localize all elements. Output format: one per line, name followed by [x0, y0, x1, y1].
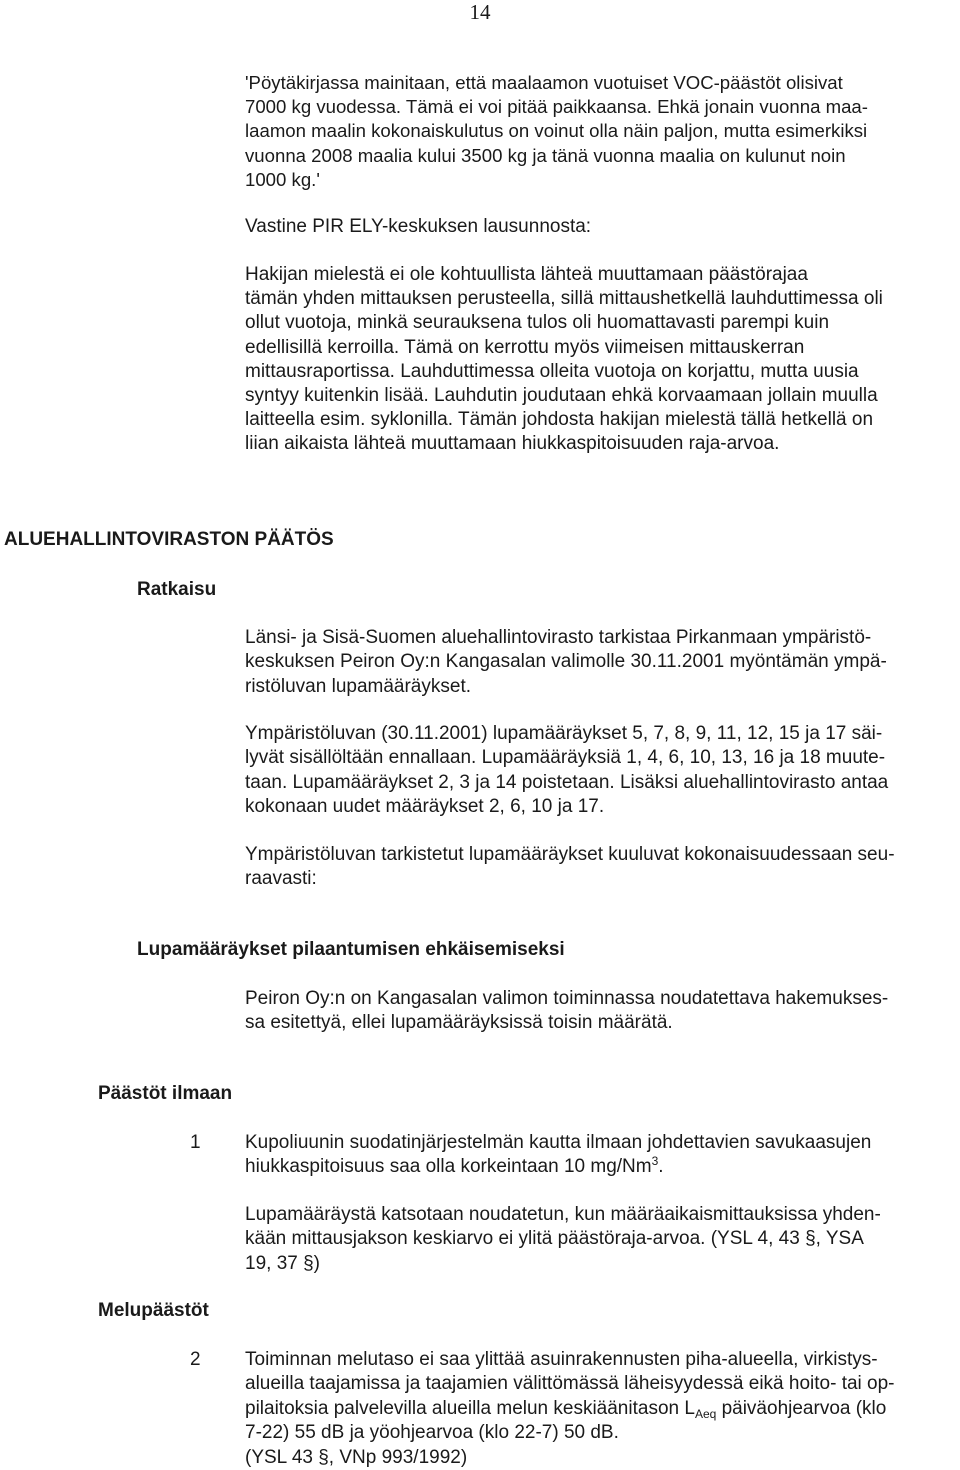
quote-line: 'Pöytäkirjassa mainitaan, että maalaamon vuotuiset VOC-päästöt olisivat [245, 72, 843, 93]
quote-line: 7000 kg vuodessa. Tämä ei voi pitää paikkaansa. Ehkä jonain vuonna maa- [245, 96, 868, 118]
quote-line: vuonna 2008 maalia kului 3500 kg ja tänä vuonna maalia on kulunut noin [245, 144, 846, 166]
ratkaisu-paragraph-2 [245, 722, 957, 820]
response-line: ollut vuotoja, minkä seurauksena tulos oli huomattavasti parempi kuin [245, 312, 830, 334]
pilaantuminen-paragraph [245, 987, 957, 1036]
ratkaisu-line: raavasti: [245, 868, 317, 890]
item-number-1: 1 [190, 1132, 201, 1153]
subscript: Aeq [694, 1406, 717, 1421]
response-line: Hakijan mielestä ei ole kohtuullista lähteä muuttamaan päästörajaa [245, 264, 808, 285]
ratkaisu-line: taan. Lupamääräykset 2, 3 ja 14 poistetaan. Lisäksi aluehallintovirasto antaa [245, 771, 889, 793]
paastot-ilmaan-heading: Päästöt ilmaan [98, 1083, 233, 1104]
item-1-text: hiukkaspitoisuus saa olla korkeintaan 10 mg/Nm [245, 1156, 652, 1178]
item-1-paragraph [245, 1131, 957, 1180]
ratkaisu-paragraph-1 [245, 626, 957, 699]
item-number-2: 2 [190, 1349, 201, 1370]
quote-paragraph [245, 71, 957, 192]
ratkaisu-line: Länsi- ja Sisä-Suomen aluehallintovirasto tarkistaa Pirkanmaan ympäristö- [245, 627, 872, 648]
decision-heading: ALUEHALLINTOVIRASTON PÄÄTÖS [4, 529, 334, 550]
response-line: edellisillä kerroilla. Tämä on kerrottu myös viimeisen mittauskerran [245, 336, 805, 358]
ratkaisu-line: keskuksen Peiron Oy:n Kangasalan valimolle 30.11.2001 myöntämän ympä- [245, 651, 887, 673]
ratkaisu-line: Ympäristöluvan tarkistetut lupamääräykset kuuluvat kokonaisuudessaan seu- [245, 844, 895, 865]
superscript: 3 [651, 1154, 659, 1169]
item-1-line: kään mittausjakson keskiarvo ei ylitä päästöraja-arvoa. (YSL 4, 43 §, YSA [245, 1228, 864, 1250]
item-2-paragraph [245, 1348, 957, 1470]
ratkaisu-heading: Ratkaisu [137, 579, 217, 600]
item-1-text: . [658, 1156, 664, 1178]
pilaantuminen-line: Peiron Oy:n on Kangasalan valimon toiminnassa noudatettava hakemukses- [245, 988, 889, 1009]
item-1-line: 19, 37 §) [245, 1252, 320, 1274]
item-1-line: Lupamääräystä katsotaan noudatetun, kun määräaikaismittauksissa yhden- [245, 1204, 881, 1225]
pilaantuminen-line: sa esitettyä, ellei lupamääräyksissä toisin määrätä. [245, 1012, 673, 1034]
response-line: mittausraportissa. Lauhduttimessa olleita vuotoja on korjattu, mutta uusia [245, 360, 859, 382]
response-line: tämän yhden mittauksen perusteella, sillä mittaushetkellä lauhduttimessa oli [245, 288, 883, 310]
page-number: 14 [469, 0, 491, 24]
response-line: liian aikaista lähteä muuttamaan hiukkaspitoisuuden raja-arvoa. [245, 433, 780, 455]
item-2-text: päiväohjearvoa (klo [716, 1397, 887, 1419]
ratkaisu-paragraph-3 [245, 843, 957, 892]
pilaantuminen-heading: Lupamääräykset pilaantumisen ehkäisemiseksi [137, 939, 565, 960]
item-2-line: alueilla taajamissa ja taajamien välittömässä läheisyydessä eikä hoito- tai op- [245, 1373, 895, 1395]
melupaastot-heading: Melupäästöt [98, 1300, 209, 1321]
response-title: Vastine PIR ELY-keskuksen lausunnosta: [245, 216, 592, 237]
ratkaisu-line: lyvät sisällöltään ennallaan. Lupamääräyksiä 1, 4, 6, 10, 13, 16 ja 18 muute- [245, 747, 886, 769]
quote-line: 1000 kg.' [245, 168, 320, 190]
item-2-text: pilaitoksia palvelevilla alueilla melun keskiäänitason L [245, 1397, 695, 1419]
response-line: laitteella esim. syklonilla. Tämän johdosta hakijan mielestä tällä hetkellä on [245, 409, 874, 431]
item-2-line [245, 1397, 957, 1421]
ratkaisu-line: ristöluvan lupamääräykset. [245, 675, 471, 697]
ratkaisu-line: kokonaan uudet määräykset 2, 6, 10 ja 17. [245, 796, 605, 818]
response-line: syntyy kuitenkin lisää. Lauhdutin joudutaan ehkä korvaamaan jollain muulla [245, 385, 878, 407]
item-2-line: (YSL 43 §, VNp 993/1992) [245, 1446, 468, 1468]
quote-line: laamon maalin kokonaiskulutus on voinut olla näin paljon, mutta esimerkiksi [245, 120, 868, 142]
response-paragraph [245, 263, 957, 457]
item-1-line: Kupoliuunin suodatinjärjestelmän kautta ilmaan johdettavien savukaasujen [245, 1132, 872, 1153]
item-1-paragraph-2 [245, 1203, 957, 1276]
item-2-line: Toiminnan melutaso ei saa ylittää asuinrakennusten piha-alueella, virkistys- [245, 1349, 878, 1370]
item-1-line [245, 1155, 957, 1179]
ratkaisu-line: Ympäristöluvan (30.11.2001) lupamääräykset 5, 7, 8, 9, 11, 12, 15 ja 17 säi- [245, 723, 883, 744]
item-2-line: 7-22) 55 dB ja yöohjearvoa (klo 22-7) 50 dB. [245, 1422, 619, 1444]
